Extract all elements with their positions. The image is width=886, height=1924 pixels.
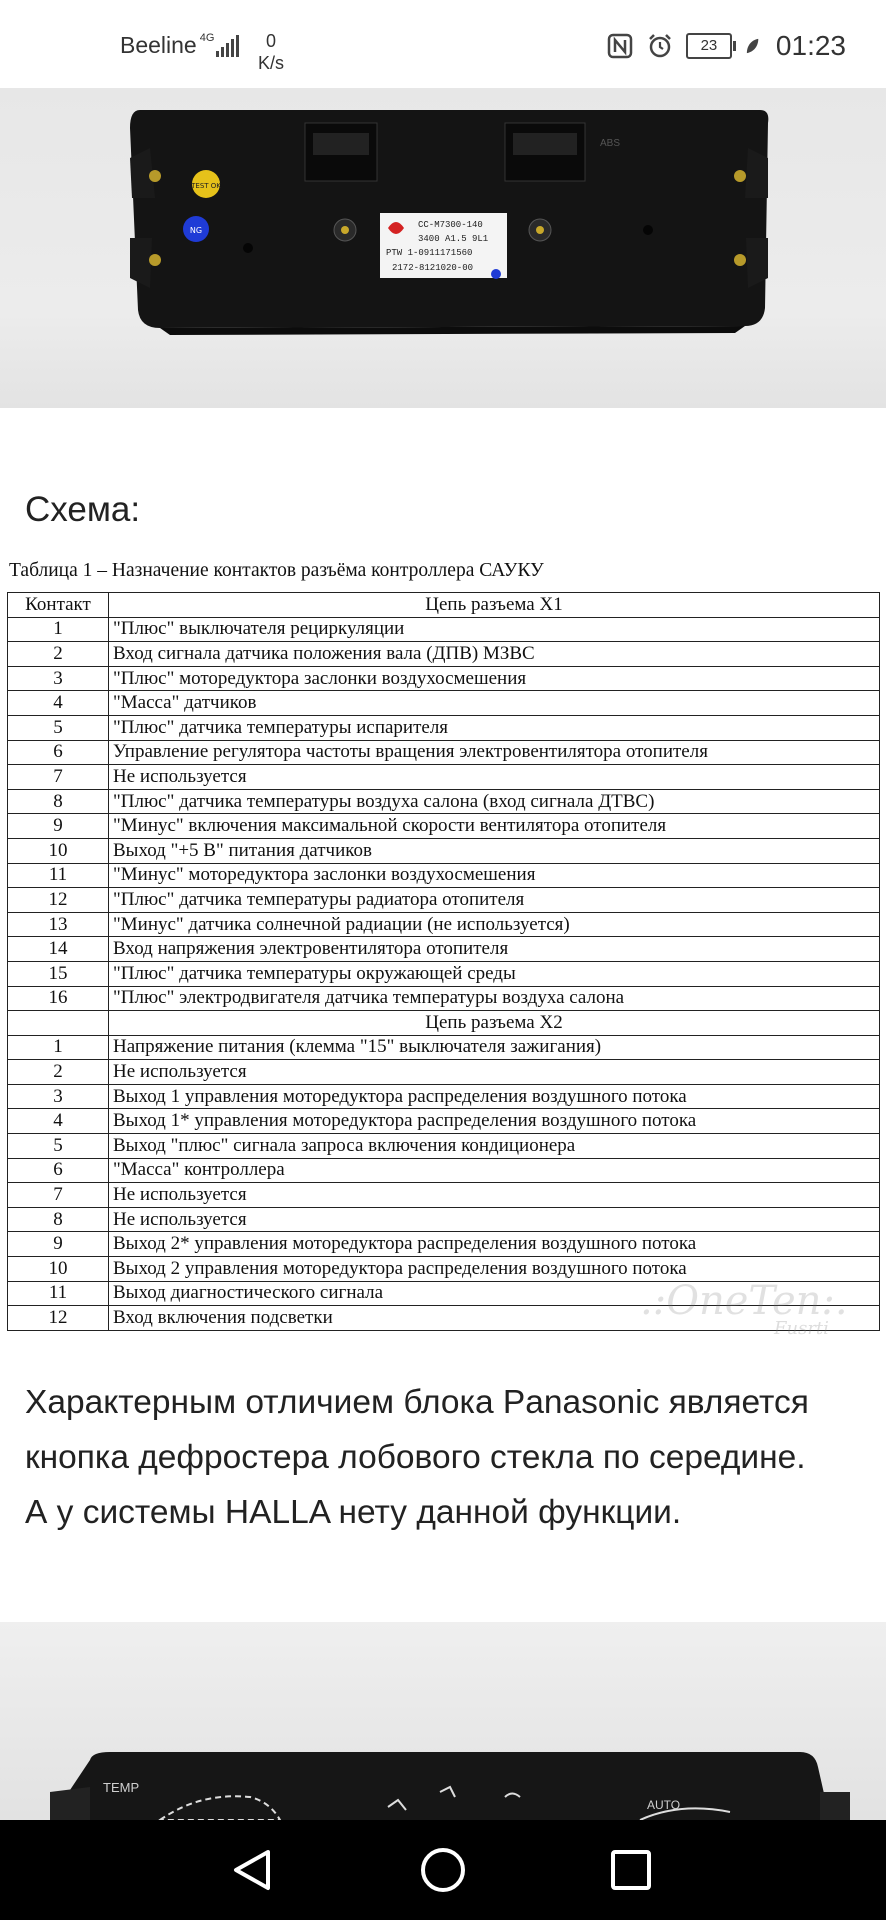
row-description: Напряжение питания (клемма "15" выключателя зажигания) <box>109 1035 880 1060</box>
table-caption: Таблица 1 – Назначение контактов разъёма контроллера САУКУ <box>9 560 544 581</box>
row-description: "Масса" датчиков <box>109 691 880 716</box>
row-number: 7 <box>8 765 109 790</box>
header-x2: Цепь разъема X2 <box>109 1011 880 1036</box>
row-description: Выход 2 управления моторедуктора распределения воздушного потока <box>109 1257 880 1282</box>
row-description: "Плюс" датчика температуры окружающей среды <box>109 961 880 986</box>
row-number: 4 <box>8 691 109 716</box>
table-row <box>8 642 880 667</box>
header-x1: Цепь разъема X1 <box>109 593 880 618</box>
table-row <box>8 838 880 863</box>
row-description: Выход диагностического сигнала <box>109 1281 880 1306</box>
connector-mark: ABS <box>600 138 621 149</box>
row-description: Не используется <box>109 1183 880 1208</box>
table-row <box>8 1060 880 1085</box>
row-number: 11 <box>8 1281 109 1306</box>
table-row <box>8 863 880 888</box>
row-number: 6 <box>8 1158 109 1183</box>
article-paragraph-1: Характерным отличием блока Panasonic является кнопка дефростера лобового стекла по середине. <box>25 1384 809 1476</box>
row-description: Выход 1 управления моторедуктора распределения воздушного потока <box>109 1084 880 1109</box>
article-text <box>25 1375 865 1540</box>
section-heading: Схема: <box>25 490 141 529</box>
row-description: Вход сигнала датчика положения вала (ДПВ) МЗВС <box>109 642 880 667</box>
row-number: 4 <box>8 1109 109 1134</box>
alarm-icon <box>646 32 674 60</box>
row-number: 12 <box>8 888 109 913</box>
table-row <box>8 961 880 986</box>
label-line-2: 3400 A1.5 9L1 <box>418 234 489 244</box>
carrier-info <box>120 32 239 59</box>
ng-sticker: NG <box>189 226 203 235</box>
row-number: 2 <box>8 642 109 667</box>
row-number: 12 <box>8 1306 109 1331</box>
table-row <box>8 1232 880 1257</box>
row-number: 6 <box>8 740 109 765</box>
label-line-4: 2172-8121020-00 <box>392 263 474 273</box>
temp-label: TEMP <box>103 1780 140 1795</box>
signal-strength-icon <box>216 35 239 57</box>
row-number: 9 <box>8 1232 109 1257</box>
row-number: 11 <box>8 863 109 888</box>
row-description: "Плюс" датчика температуры испарителя <box>109 715 880 740</box>
row-description: "Плюс" электродвигателя датчика температуры воздуха салона <box>109 986 880 1011</box>
recents-icon <box>613 1852 649 1888</box>
control-panel-image <box>0 1622 886 1820</box>
row-number: 5 <box>8 715 109 740</box>
table-row <box>8 986 880 1011</box>
status-icons <box>606 30 846 62</box>
article-paragraph-2: А у системы HALLA нету данной функции. <box>25 1494 682 1531</box>
row-description: Выход 1* управления моторедуктора распределения воздушного потока <box>109 1109 880 1134</box>
row-number: 13 <box>8 912 109 937</box>
clock: 01:23 <box>775 30 846 61</box>
recents-button[interactable] <box>613 1852 649 1888</box>
row-description: Выход "плюс" сигнала запроса включения кондиционера <box>109 1134 880 1159</box>
table-row <box>8 789 880 814</box>
row-description: Выход 2* управления моторедуктора распределения воздушного потока <box>109 1232 880 1257</box>
speed-unit: K/s <box>258 53 285 73</box>
speed-value: 0 <box>266 31 277 51</box>
row-number: 10 <box>8 838 109 863</box>
table-row <box>8 617 880 642</box>
row-number: 8 <box>8 789 109 814</box>
row-description: Не используется <box>109 1207 880 1232</box>
row-number: 3 <box>8 1084 109 1109</box>
label-line-1: CC-M7300-140 <box>418 220 483 230</box>
controller-unit-image <box>0 88 886 408</box>
watermark-sub: Fusrti <box>774 1318 829 1339</box>
row-number: 2 <box>8 1060 109 1085</box>
row-description: "Плюс" датчика температуры воздуха салона (вход сигнала ДТВС) <box>109 789 880 814</box>
table-row <box>8 715 880 740</box>
header-contact: Контакт <box>8 593 109 618</box>
row-number: 7 <box>8 1183 109 1208</box>
row-description: "Минус" включения максимальной скорости вентилятора отопителя <box>109 814 880 839</box>
row-description: "Плюс" выключателя рециркуляции <box>109 617 880 642</box>
table-row <box>8 1084 880 1109</box>
table-row <box>8 1134 880 1159</box>
back-button[interactable] <box>236 1852 268 1888</box>
table-row <box>8 888 880 913</box>
row-number: 14 <box>8 937 109 962</box>
battery-icon: 23 <box>686 33 732 59</box>
home-icon <box>423 1850 463 1890</box>
row-description: Вход напряжения электровентилятора отопителя <box>109 937 880 962</box>
table-row <box>8 1183 880 1208</box>
table-row <box>8 937 880 962</box>
row-number: 15 <box>8 961 109 986</box>
row-description: "Плюс" моторедуктора заслонки воздухосмешения <box>109 666 880 691</box>
row-number: 1 <box>8 617 109 642</box>
control-panel-photo <box>0 1622 886 1820</box>
nfc-icon <box>606 32 634 60</box>
row-number: 10 <box>8 1257 109 1282</box>
row-number: 16 <box>8 986 109 1011</box>
controller-unit-photo <box>0 88 886 408</box>
row-description: "Минус" датчика солнечной радиации (не используется) <box>109 912 880 937</box>
back-icon <box>236 1852 268 1888</box>
pinout-table <box>7 592 880 1331</box>
home-button[interactable] <box>423 1850 463 1890</box>
auto-label: AUTO <box>647 1798 681 1812</box>
row-number: 1 <box>8 1035 109 1060</box>
table-row <box>8 740 880 765</box>
row-description: Выход "+5 В" питания датчиков <box>109 838 880 863</box>
carrier-name: Beeline <box>120 32 197 58</box>
table-row <box>8 1207 880 1232</box>
row-description: "Масса" контроллера <box>109 1158 880 1183</box>
row-description: Не используется <box>109 1060 880 1085</box>
table-row <box>8 814 880 839</box>
row-number: 5 <box>8 1134 109 1159</box>
table-row <box>8 666 880 691</box>
table-row <box>8 1035 880 1060</box>
row-description: "Плюс" датчика температуры радиатора отопителя <box>109 888 880 913</box>
table-row <box>8 691 880 716</box>
table-section-row <box>8 1011 880 1036</box>
table-row <box>8 765 880 790</box>
network-speed <box>258 30 284 74</box>
table-row <box>8 1109 880 1134</box>
row-description: Не используется <box>109 765 880 790</box>
status-bar <box>0 0 886 88</box>
network-type: 4G <box>199 31 215 44</box>
power-saving-leaf-icon <box>744 32 764 60</box>
test-ok-sticker: TEST OK <box>191 182 221 190</box>
table-header-row <box>8 593 880 618</box>
row-description: Вход включения подсветки <box>109 1306 880 1331</box>
row-description: Управление регулятора частоты вращения электровентилятора отопителя <box>109 740 880 765</box>
system-navigation-bar <box>0 1820 886 1920</box>
watermark: .:OneTen:. <box>640 1278 848 1324</box>
row-description: "Минус" моторедуктора заслонки воздухосмешения <box>109 863 880 888</box>
table-row <box>8 1158 880 1183</box>
label-line-3: PTW 1-0911171560 <box>386 248 473 258</box>
table-row <box>8 912 880 937</box>
row-number: 9 <box>8 814 109 839</box>
row-number: 3 <box>8 666 109 691</box>
row-number: 8 <box>8 1207 109 1232</box>
